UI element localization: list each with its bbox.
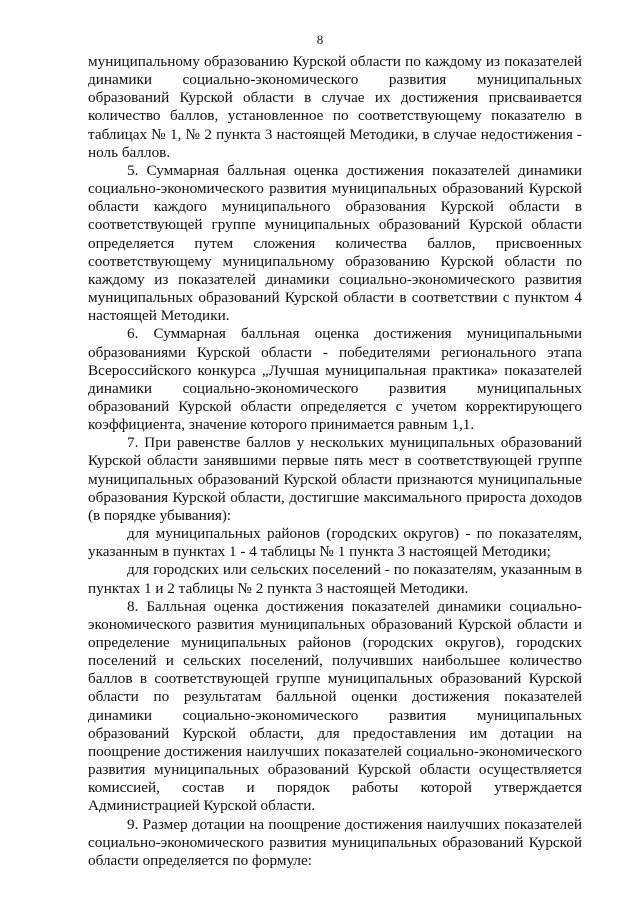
paragraph-item-6: 6. Суммарная балльная оценка достижения муниципальными образованиями Курской области - победителями регионального этапа Всероссийского конкурса „Лучшая муниципальная практика» показателей динамики социально-экономического развития муниципальных образований Курской области определяется с учетом корректирующего коэффициента, значение которого принимается равным 1,1. [88,325,582,434]
paragraph-item-5: 5. Суммарная балльная оценка достижения показателей динамики социально-экономического развития муниципальных образований Курской области каждого муниципального образования Курской области в соответствующей группе муниципальных образований Курской области определяется путем сложения количества баллов, присвоенных соответствующему муниципальному образованию Курской области по каждому из показателей динамики социально-экономического развития муниципальных образований Курской области в соответствии с пунктом 4 настоящей Методики. [88,161,582,325]
paragraph-item-8: 8. Балльная оценка достижения показателей динамики социально-экономического развития муниципальных образований Курской области и определение муниципальных районов (городских округов), городских поселений и сельских поселений, получивших наибольшее количество баллов в соответствующей группе муниципальных образований Курской области по результатам балльной оценки достижения показателей динамики социально-экономического развития муниципальных образований Курской области, для предоставления им дотации на поощрение достижения наилучших показателей социально-экономического развития муниципальных образований Курской области осуществляется комиссией, состав и порядок работы которой утверждается Администрацией Курской области. [88,597,582,815]
paragraph-continuation: муниципальному образованию Курской области по каждому из показателей динамики социально-экономического развития муниципальных образований Курской области в случае их достижения присваивается количество баллов, установленное по соответствующему показателю в таблицах № 1, № 2 пункта 3 настоящей Методики, в случае недостижения - ноль баллов. [88,53,582,161]
paragraph-item-7: 7. При равенстве баллов у нескольких муниципальных образований Курской области занявшими первые пять мест в соответствующей группе муниципальных образований Курской области признаются муниципальные образования Курской области, достигшие максимального прироста доходов (в порядке убывания): [88,434,582,524]
paragraph-item-9: 9. Размер дотации на поощрение достижения наилучших показателей социально-экономического развития муниципальных образований Курской области определяется по формуле: [88,815,582,869]
paragraph-item-7-settlements: для городских или сельских поселений - по показателям, указанным в пунктах 1 и 2 таблицы № 2 пункта 3 настоящей Методики. [88,561,582,597]
page-number: 8 [316,32,324,47]
document-body [88,53,582,870]
paragraph-item-7-districts: для муниципальных районов (городских округов) - по показателям, указанным в пунктах 1 - 4 таблицы № 1 пункта 3 настоящей Методики; [88,525,582,561]
